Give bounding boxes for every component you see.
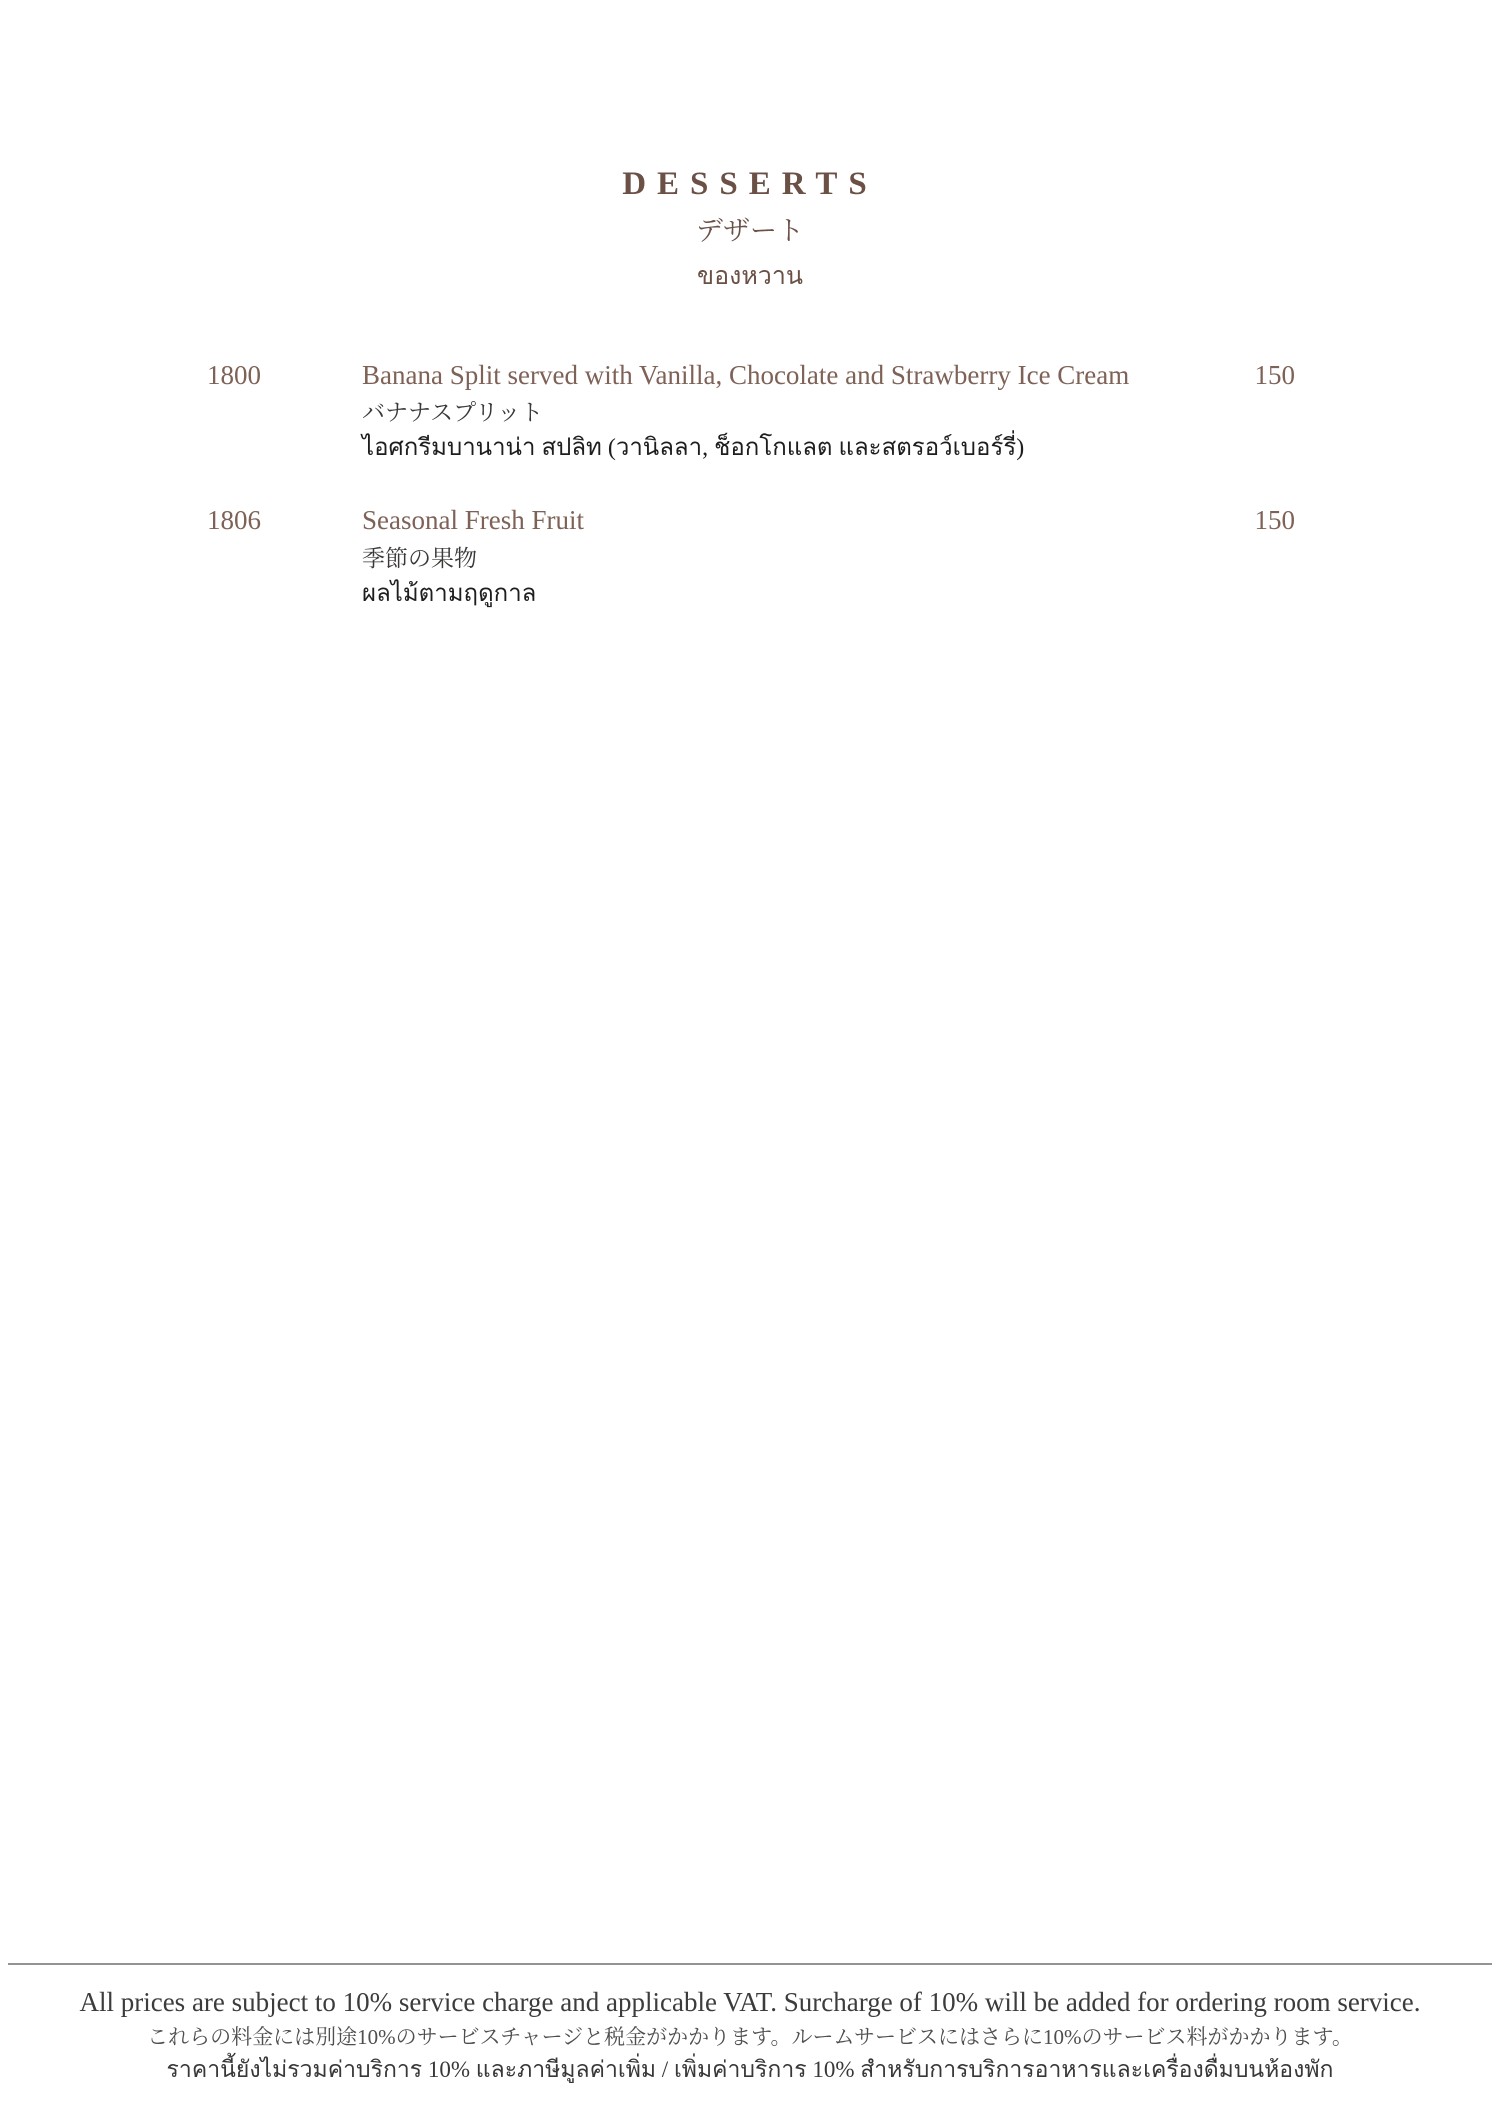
menu-item-seasonal-fruit — [0, 505, 1500, 608]
page-title: DESSERTS — [622, 166, 878, 202]
footer-note-english: All prices are subject to 10% service charge and applicable VAT. Surcharge of 10% will be added for ordering room service. — [79, 1987, 1421, 2017]
item-name-thai: ผลไม้ตามฤดูกาล — [362, 580, 537, 607]
footer-note-thai: ราคานี้ยังไม่รวมค่าบริการ 10% และภาษีมูลค่าเพิ่ม / เพิ่มค่าบริการ 10% สำหรับการบริการอาหารและเครื่องดื่มบนห้องพัก — [166, 2057, 1334, 2082]
menu-item-banana-split — [0, 360, 1500, 463]
page-title-japanese: デザート — [696, 216, 804, 246]
item-price: 150 — [1254, 360, 1295, 390]
item-name-english: Seasonal Fresh Fruit — [362, 505, 584, 536]
item-code: 1806 — [207, 505, 261, 536]
menu-list — [0, 360, 1500, 609]
item-code: 1800 — [207, 360, 261, 390]
footer-divider — [8, 1963, 1492, 1965]
item-name-thai: ไอศกรีมบานาน่า สปลิท (วานิลลา, ช็อกโกแลต และสตรอว์เบอร์รี่) — [362, 435, 1025, 462]
menu-header — [0, 168, 1500, 292]
item-name-english: Banana Split served with Vanilla, Chocolate and Strawberry Ice Cream — [362, 360, 1130, 390]
item-name-japanese: バナナスプリット — [362, 400, 544, 426]
footer-note-japanese: これらの料金には別途10%のサービスチャージと税金がかかります。ルームサービスにはさらに10%のサービス料がかかります。 — [147, 2025, 1353, 2049]
item-price: 150 — [1254, 505, 1295, 536]
item-name-japanese: 季節の果物 — [362, 545, 477, 571]
page-title-thai: ของหวาน — [697, 263, 803, 290]
